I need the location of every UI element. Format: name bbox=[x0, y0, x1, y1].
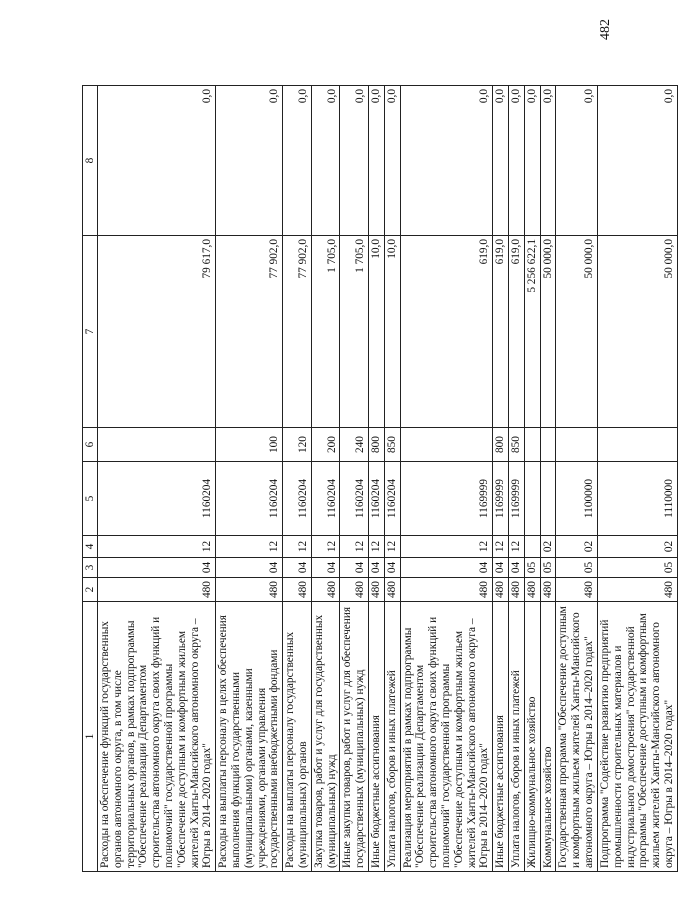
cell-subsection: 12 bbox=[283, 536, 312, 558]
cell-section: 04 bbox=[340, 558, 369, 578]
cell-subsection: 02 bbox=[556, 536, 597, 558]
table-row bbox=[400, 86, 493, 872]
table-row bbox=[556, 86, 597, 872]
cell-type: 850 bbox=[508, 428, 524, 462]
cell-target: 1169999 bbox=[508, 462, 524, 536]
cell-admin: 480 bbox=[524, 578, 540, 602]
cell-type: 240 bbox=[340, 428, 369, 462]
row-name: Расходы на выплаты персоналу государственных (муниципальных) органов bbox=[283, 602, 312, 872]
cell-section: 04 bbox=[311, 558, 340, 578]
row-name: Подпрограмма "Содействие развитию предприятий промышленности строительных материалов и индустриального домостроения" государственной программы "Обеспечение доступным и комфортным жильем жителей Ханты-Мансийского автономного округа – Югры в 2014–2020 годах" bbox=[597, 602, 677, 872]
cell-amount: 619,0 bbox=[508, 236, 524, 428]
row-name: Иные бюджетные ассигнования bbox=[368, 602, 384, 872]
cell-admin: 480 bbox=[98, 578, 216, 602]
cell-target: 1160204 bbox=[283, 462, 312, 536]
cell-admin: 480 bbox=[340, 578, 369, 602]
cell-amount: 1 705,0 bbox=[311, 236, 340, 428]
cell-target: 1100000 bbox=[556, 462, 597, 536]
cell-extra: 0,0 bbox=[283, 86, 312, 236]
cell-target: 1169999 bbox=[400, 462, 493, 536]
cell-amount: 50 000,0 bbox=[556, 236, 597, 428]
header-row bbox=[83, 86, 98, 872]
cell-subsection: 02 bbox=[540, 536, 556, 558]
cell-type bbox=[524, 428, 540, 462]
cell-amount: 1 705,0 bbox=[340, 236, 369, 428]
cell-target: 1160204 bbox=[384, 462, 400, 536]
cell-subsection: 12 bbox=[98, 536, 216, 558]
cell-subsection: 12 bbox=[216, 536, 283, 558]
table-row bbox=[508, 86, 524, 872]
cell-amount: 5 256 622,1 bbox=[524, 236, 540, 428]
cell-section: 04 bbox=[283, 558, 312, 578]
cell-section: 04 bbox=[508, 558, 524, 578]
row-name: Расходы на обеспечение функций государственных органов автономного округа, в том числе территориальных органов, в рамках подпрограммы "Обеспечение реализации Департаментом строительства автономного округа своих функций и полномочий" государственной программы "Обеспечение доступным и комфортным жильем жителей Ханты-Мансийского автономного округа – Югры в 2014–2020 годах" bbox=[98, 602, 216, 872]
cell-admin: 480 bbox=[493, 578, 509, 602]
cell-admin: 480 bbox=[311, 578, 340, 602]
table-row bbox=[216, 86, 283, 872]
cell-section: 04 bbox=[216, 558, 283, 578]
header-cell: 1 bbox=[83, 602, 98, 872]
cell-type bbox=[556, 428, 597, 462]
cell-amount: 50 000,0 bbox=[540, 236, 556, 428]
table-row bbox=[368, 86, 384, 872]
cell-extra: 0,0 bbox=[493, 86, 509, 236]
table-row bbox=[311, 86, 340, 872]
header-cell: 2 bbox=[83, 578, 98, 602]
cell-section: 05 bbox=[556, 558, 597, 578]
cell-admin: 480 bbox=[400, 578, 493, 602]
cell-amount: 50 000,0 bbox=[597, 236, 677, 428]
cell-type bbox=[597, 428, 677, 462]
cell-amount: 10,0 bbox=[368, 236, 384, 428]
header-cell: 4 bbox=[83, 536, 98, 558]
cell-extra: 0,0 bbox=[597, 86, 677, 236]
cell-admin: 480 bbox=[508, 578, 524, 602]
header-cell: 6 bbox=[83, 428, 98, 462]
budget-table-rotated bbox=[82, 86, 675, 872]
row-name: Государственная программа "Обеспечение доступным и комфортным жильем жителей Ханты-Мансийского автономного округа – Югры в 2014–2020 годах" bbox=[556, 602, 597, 872]
cell-section: 05 bbox=[597, 558, 677, 578]
cell-subsection: 12 bbox=[508, 536, 524, 558]
row-name: Закупка товаров, работ и услуг для государственных (муниципальных) нужд bbox=[311, 602, 340, 872]
cell-admin: 480 bbox=[556, 578, 597, 602]
cell-section: 04 bbox=[493, 558, 509, 578]
cell-section: 04 bbox=[98, 558, 216, 578]
cell-target: 1160204 bbox=[368, 462, 384, 536]
row-name: Уплата налогов, сборов и иных платежей bbox=[384, 602, 400, 872]
cell-admin: 480 bbox=[384, 578, 400, 602]
table-row bbox=[384, 86, 400, 872]
cell-subsection bbox=[524, 536, 540, 558]
cell-subsection: 12 bbox=[340, 536, 369, 558]
cell-admin: 480 bbox=[368, 578, 384, 602]
cell-target: 1110000 bbox=[597, 462, 677, 536]
cell-extra: 0,0 bbox=[98, 86, 216, 236]
cell-section: 04 bbox=[384, 558, 400, 578]
cell-admin: 480 bbox=[540, 578, 556, 602]
table-row bbox=[283, 86, 312, 872]
cell-extra: 0,0 bbox=[311, 86, 340, 236]
cell-section: 04 bbox=[368, 558, 384, 578]
cell-type: 200 bbox=[311, 428, 340, 462]
cell-target: 1160204 bbox=[340, 462, 369, 536]
table-row bbox=[493, 86, 509, 872]
page-number: 482 bbox=[598, 19, 613, 40]
cell-section: 05 bbox=[540, 558, 556, 578]
cell-subsection: 12 bbox=[368, 536, 384, 558]
row-name: Жилищно-коммунальное хозяйство bbox=[524, 602, 540, 872]
table-row bbox=[524, 86, 540, 872]
header-cell: 8 bbox=[83, 86, 98, 236]
cell-amount: 77 902,0 bbox=[216, 236, 283, 428]
row-name: Уплата налогов, сборов и иных платежей bbox=[508, 602, 524, 872]
cell-target: 1160204 bbox=[311, 462, 340, 536]
cell-target: 1160204 bbox=[98, 462, 216, 536]
table-row bbox=[540, 86, 556, 872]
cell-type bbox=[400, 428, 493, 462]
cell-amount: 79 617,0 bbox=[98, 236, 216, 428]
cell-subsection: 12 bbox=[493, 536, 509, 558]
cell-subsection: 12 bbox=[384, 536, 400, 558]
cell-admin: 480 bbox=[283, 578, 312, 602]
cell-amount: 77 902,0 bbox=[283, 236, 312, 428]
cell-extra: 0,0 bbox=[368, 86, 384, 236]
cell-admin: 480 bbox=[597, 578, 677, 602]
cell-subsection: 12 bbox=[400, 536, 493, 558]
cell-target bbox=[524, 462, 540, 536]
cell-extra: 0,0 bbox=[384, 86, 400, 236]
cell-extra: 0,0 bbox=[508, 86, 524, 236]
cell-extra: 0,0 bbox=[400, 86, 493, 236]
cell-target: 1160204 bbox=[216, 462, 283, 536]
cell-section: 04 bbox=[400, 558, 493, 578]
row-name: Иные бюджетные ассигнования bbox=[493, 602, 509, 872]
cell-extra: 0,0 bbox=[340, 86, 369, 236]
cell-extra: 0,0 bbox=[216, 86, 283, 236]
row-name: Иные закупки товаров, работ и услуг для обеспечения государственных (муниципальных) нужд bbox=[340, 602, 369, 872]
cell-subsection: 12 bbox=[311, 536, 340, 558]
cell-section: 05 bbox=[524, 558, 540, 578]
cell-target: 1169999 bbox=[493, 462, 509, 536]
header-cell: 3 bbox=[83, 558, 98, 578]
cell-type: 850 bbox=[384, 428, 400, 462]
table-row bbox=[340, 86, 369, 872]
cell-type bbox=[98, 428, 216, 462]
cell-type bbox=[540, 428, 556, 462]
row-name: Коммунальное хозяйство bbox=[540, 602, 556, 872]
cell-target bbox=[540, 462, 556, 536]
cell-extra: 0,0 bbox=[556, 86, 597, 236]
cell-subsection: 02 bbox=[597, 536, 677, 558]
table-row bbox=[98, 86, 216, 872]
header-cell: 5 bbox=[83, 462, 98, 536]
cell-amount: 619,0 bbox=[400, 236, 493, 428]
cell-amount: 619,0 bbox=[493, 236, 509, 428]
row-name: Реализация мероприятий в рамках подпрограммы "Обеспечение реализации Департаментом строительства автономного округа своих функций и полномочий" государственной программы "Обеспечение доступным и комфортным жильем жителей Ханты-Мансийского автономного округа – Югры в 2014–2020 годах" bbox=[400, 602, 493, 872]
cell-type: 800 bbox=[493, 428, 509, 462]
cell-extra: 0,0 bbox=[540, 86, 556, 236]
cell-admin: 480 bbox=[216, 578, 283, 602]
cell-type: 100 bbox=[216, 428, 283, 462]
cell-amount: 10,0 bbox=[384, 236, 400, 428]
cell-extra: 0,0 bbox=[524, 86, 540, 236]
cell-type: 800 bbox=[368, 428, 384, 462]
row-name: Расходы на выплаты персоналу в целях обеспечения выполнения функций государственными (муниципальными) органами, казенными учреждениями, органами управления государственными внебюджетными фондами bbox=[216, 602, 283, 872]
header-cell: 7 bbox=[83, 236, 98, 428]
cell-type: 120 bbox=[283, 428, 312, 462]
budget-table bbox=[82, 85, 678, 872]
table-row bbox=[597, 86, 677, 872]
